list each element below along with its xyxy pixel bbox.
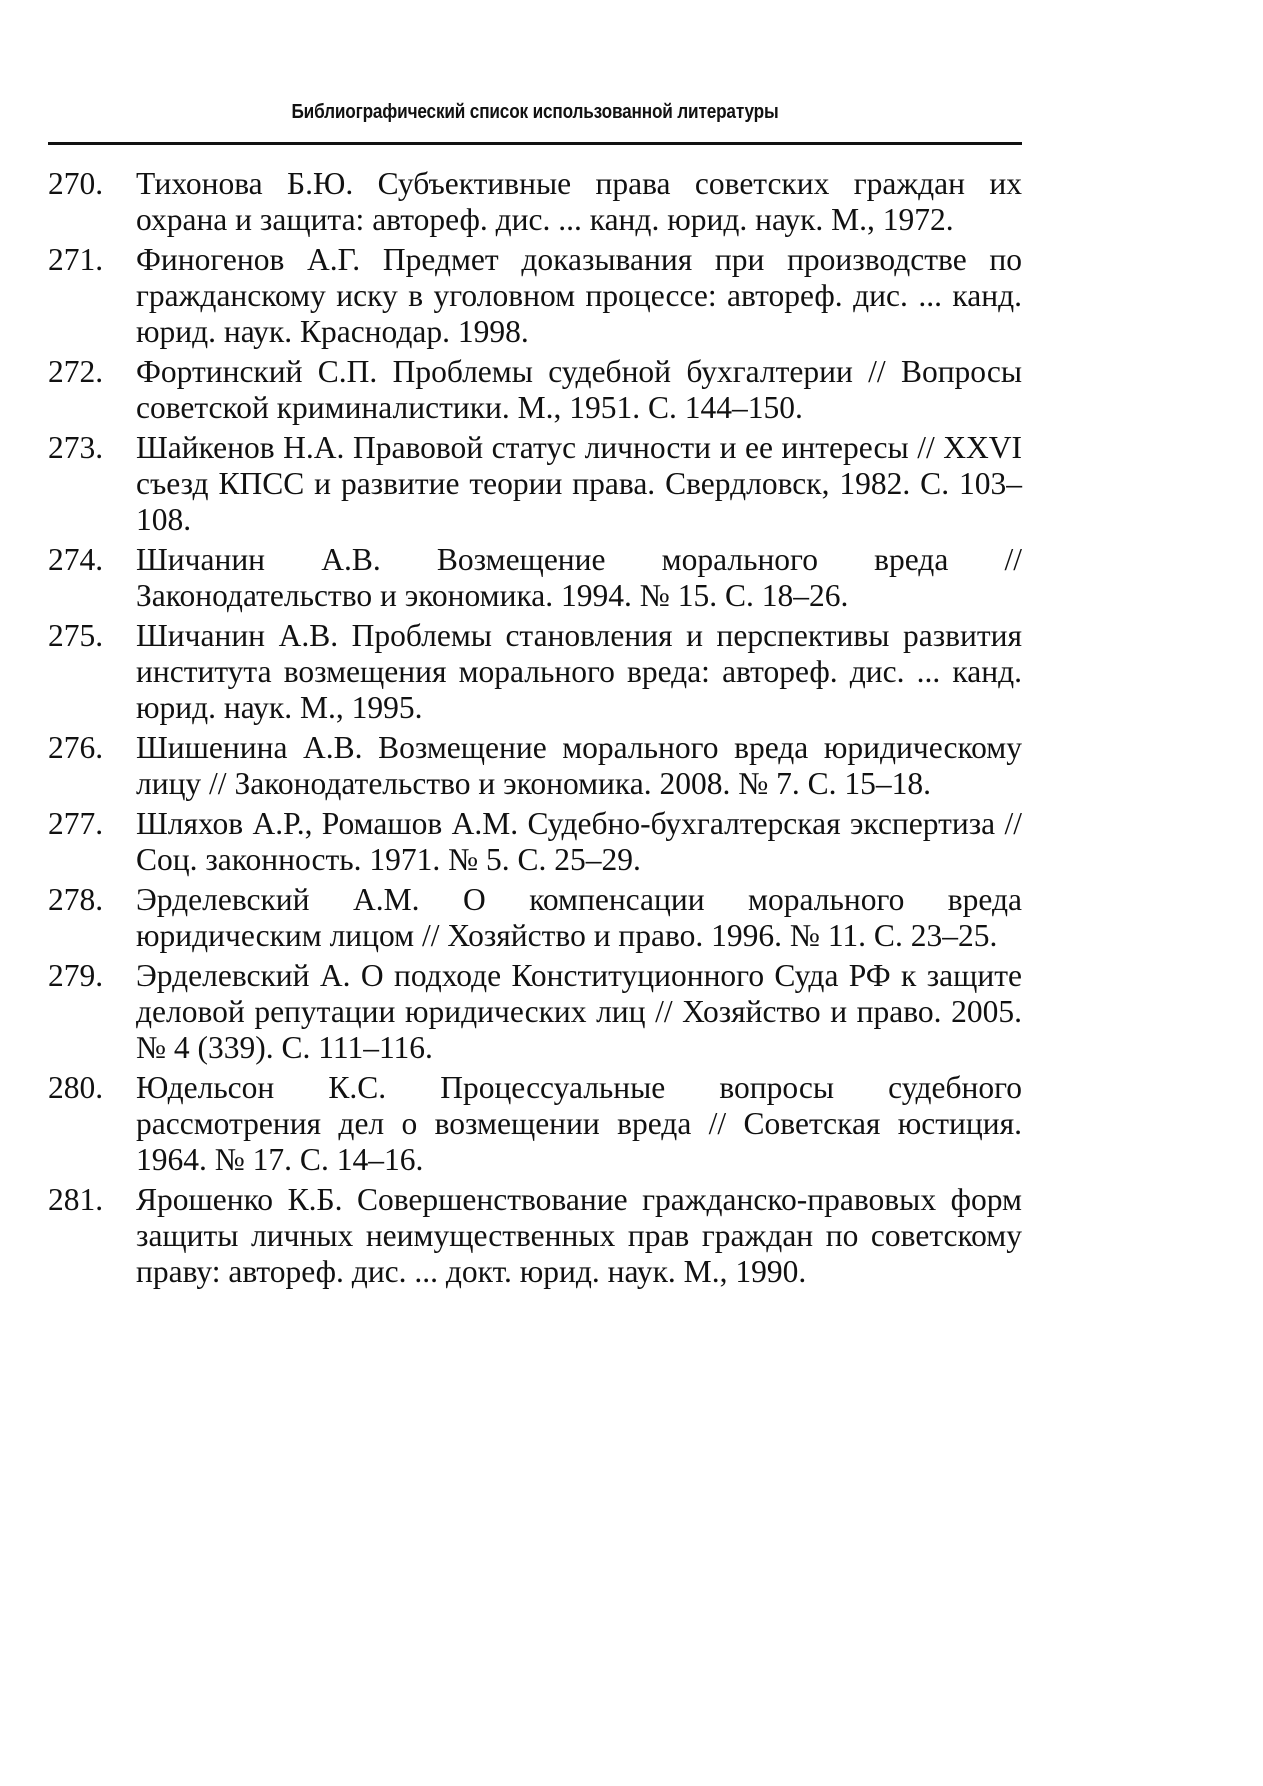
- entry-number: 276.: [48, 730, 104, 765]
- entry-text: Тихонова Б.Ю. Субъективные права советских граждан их охрана и защита: автореф. дис. ... канд. юрид. наук. М., 1972.: [136, 166, 1022, 237]
- entry-text: Эрделевский А.М. О компенсации морального вреда юридическим лицом // Хозяйство и право. 1996. № 11. С. 23–25.: [136, 882, 1022, 953]
- bibliography-entry: [48, 1182, 1022, 1290]
- entry-number: 270.: [48, 166, 104, 201]
- bibliography-list: [48, 166, 1022, 1294]
- entry-text: Шайкенов Н.А. Правовой статус личности и ее интересы // XXVI съезд КПСС и развитие теории права. Свердловск, 1982. С. 103–108.: [136, 430, 1022, 537]
- page-running-header: Библиографический список использованной литературы: [291, 101, 779, 123]
- header-rule: [48, 142, 1022, 145]
- entry-number: 277.: [48, 806, 104, 841]
- entry-text: Шляхов А.Р., Ромашов А.М. Судебно-бухгалтерская экспертиза // Соц. законность. 1971. № 5. С. 25–29.: [136, 806, 1022, 877]
- entry-text: Фортинский С.П. Проблемы судебной бухгалтерии // Вопросы советской криминалистики. М., 1951. С. 144–150.: [136, 354, 1022, 425]
- entry-text: Юдельсон К.С. Процессуальные вопросы судебного рассмотрения дел о возмещении вреда // Советская юстиция. 1964. № 17. С. 14–16.: [136, 1070, 1022, 1177]
- bibliography-entry: [48, 542, 1022, 614]
- entry-text: Шичанин А.В. Возмещение морального вреда // Законодательство и экономика. 1994. № 15. С. 18–26.: [136, 542, 1022, 613]
- bibliography-entry: [48, 730, 1022, 802]
- bibliography-entry: [48, 166, 1022, 238]
- entry-text: Шишенина А.В. Возмещение морального вреда юридическому лицу // Законодательство и экономика. 2008. № 7. С. 15–18.: [136, 730, 1022, 801]
- bibliography-entry: [48, 242, 1022, 350]
- bibliography-entry: [48, 882, 1022, 954]
- entry-number: 271.: [48, 242, 104, 277]
- entry-number: 275.: [48, 618, 104, 653]
- bibliography-entry: [48, 806, 1022, 878]
- entry-number: 273.: [48, 430, 104, 465]
- entry-number: 279.: [48, 958, 104, 993]
- bibliography-entry: [48, 1070, 1022, 1178]
- entry-number: 280.: [48, 1070, 104, 1105]
- entry-number: 274.: [48, 542, 104, 577]
- bibliography-entry: [48, 958, 1022, 1066]
- bibliography-entry: [48, 618, 1022, 726]
- bibliography-entry: [48, 354, 1022, 426]
- bibliography-entry: [48, 430, 1022, 538]
- entry-text: Ярошенко К.Б. Совершенствование гражданско-правовых форм защиты личных неимущественных прав граждан по советскому праву: автореф. дис. ... докт. юрид. наук. М., 1990.: [136, 1182, 1022, 1289]
- entry-text: Шичанин А.В. Проблемы становления и перспективы развития института возмещения морального вреда: автореф. дис. ... канд. юрид. наук. М., 1995.: [136, 618, 1022, 725]
- entry-number: 272.: [48, 354, 104, 389]
- entry-text: Финогенов А.Г. Предмет доказывания при производстве по гражданскому иску в уголовном процессе: автореф. дис. ... канд. юрид. наук. Краснодар. 1998.: [136, 242, 1022, 349]
- entry-number: 278.: [48, 882, 104, 917]
- entry-text: Эрделевский А. О подходе Конституционного Суда РФ к защите деловой репутации юридических лиц // Хозяйство и право. 2005. № 4 (339). С. 111–116.: [136, 958, 1022, 1065]
- entry-number: 281.: [48, 1182, 104, 1217]
